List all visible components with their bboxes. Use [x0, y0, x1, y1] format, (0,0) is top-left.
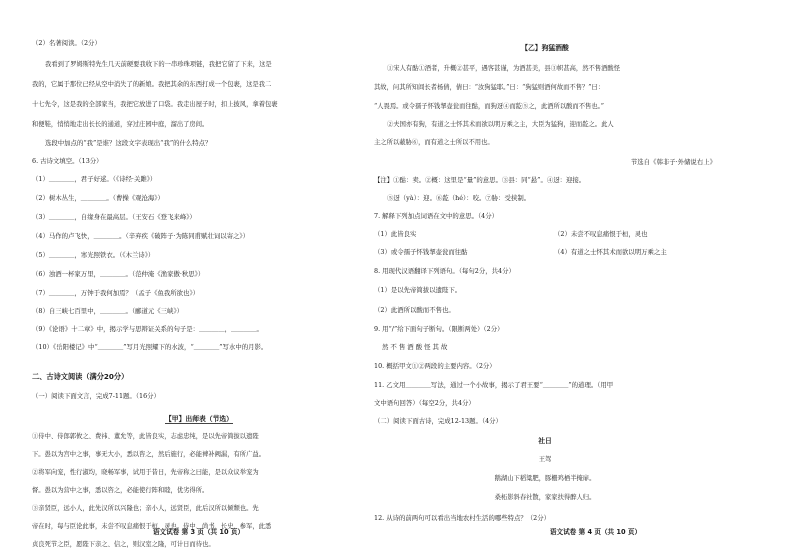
q11-line: 文中语句回答）（每空2分，共4分）	[374, 399, 475, 407]
yi-line: ②夫国亦有狗，有道之士怀其术而欲以明万乘之主，大臣为猛狗，迎而龁之。此人	[387, 121, 614, 128]
q7-title: 7. 解释下列加点词语在文中的意思。（4分）	[374, 212, 499, 220]
q6-item: （5）＿＿＿＿，寒光照铁衣。（《木兰诗》）	[32, 251, 155, 259]
poem-title: 社日	[538, 437, 552, 445]
jia-line: ③亲贤臣，远小人，此先汉所以兴隆也；亲小人，远贤臣，此后汉所以倾颓也。先	[32, 505, 259, 512]
section-2b-subtitle: （二）阅读下面古诗，完成12-13题。（4分）	[374, 417, 502, 425]
page-footer: 语文试卷 第 4 页（共 10 页）	[549, 528, 642, 536]
yi-line: 其故，问其所知闾长者杨倩，倩曰：“汝狗猛耶。”曰：“狗猛则酒何故而不售？”曰：	[374, 84, 605, 91]
q6-item: （1）＿＿＿＿，君子好逑。（《诗经·关雎》）	[32, 175, 157, 183]
q9-sentence: 然 不 售 酒 酸 怪 其 故	[382, 343, 448, 351]
jia-line: 帝在时，每与臣论此事，未尝不叹息痛恨于桓、灵也。侍中、尚书、长史、参军，此悉	[32, 523, 272, 530]
yi-line: “人畏焉。或令孺子怀钱挈壶瓮而往酤，而狗迓④而龁⑤之，此酒所以酸而不售也。”	[374, 103, 604, 110]
q6-item: （9）《论语》十二章》中，揭示学与思辩证关系的句子是：＿＿＿＿，＿＿＿＿。	[32, 325, 263, 333]
yi-line: ①宋人有酤①酒者，升概②甚平，遇客甚谨，为酒甚美，县③帜甚高，然不售酒酸怪	[387, 65, 620, 72]
jia-line: ①侍中、侍郎郭攸之、费祎、董允等，此皆良实，志虑忠纯，是以先帝简拔以遗陛	[32, 433, 259, 440]
note-line: ⑤迓（yà）：迎。⑥龁（hé）：咬。⑦胁：受挟制。	[387, 194, 531, 202]
note-line: 【注】①酤：卖。②概：这里是“量”的意思。③县：同“悬”。④迓：迎接。	[374, 176, 586, 184]
poem-line: 桑柘影斜春社散，家家扶得醉人归。	[494, 494, 596, 501]
q2-question: 选段中加点的“我”是谁？这段文字表现出“我”的什么特点？	[45, 139, 212, 147]
q7-item: （1）此皆良实	[374, 230, 417, 238]
exam-page-4	[374, 0, 794, 560]
q6-item: （6）浊酒一杯家万里，＿＿＿＿。（范仲淹《渔家傲·秋思》）	[32, 270, 205, 278]
q8-item: （1）是以先帝简拔以遗陛下。	[374, 286, 462, 294]
q7-item: （3）或令孺子怀钱挈壶瓮而往酤	[374, 248, 468, 256]
q6-item: （2）树木丛生，＿＿＿＿。（曹操《观沧海》）	[32, 194, 164, 202]
yi-line: 主之所以蔽胁⑥，而有道之士所以不用也。	[374, 139, 494, 146]
poem-line: 鹅湖山下稻粱肥，豚栅鸡栖半掩扉。	[494, 475, 596, 482]
q6-title: 6. 古诗文填空。（13分）	[32, 157, 103, 165]
q7-item: （4）有道之士怀其术而欲以明万乘之主	[554, 248, 667, 256]
section-2-subtitle: （一）阅读下面文言，完成7-11题。（16分）	[32, 392, 160, 400]
q2-passage-line: 和便鞋，悄悄地走出长长的通道，穿过庄园中庭，溜出了房间。	[32, 121, 209, 128]
page-footer: 语文试卷 第 3 页（共 10 页）	[152, 528, 245, 536]
poem-author: 王驾	[538, 456, 552, 463]
q6-item: （8）自三峡七百里中，＿＿＿＿。（郦道元《三峡》）	[32, 307, 184, 315]
q12: 12. 从诗的前两句可以看出当地农村生活的哪些特点？（2分）	[374, 514, 551, 522]
q6-item: （3）＿＿＿＿，自缘身在最高层。（王安石《登飞来峰》）	[32, 213, 196, 221]
q6-item: （4）马作的卢飞快，＿＿＿＿。（辛弃疾《破阵子·为陈同甫赋壮词以寄之》）	[32, 232, 249, 240]
q8-title: 8. 用现代汉语翻译下列语句。（每句2分，共4分）	[374, 267, 515, 275]
jia-line: 下。愚以为宫中之事，事无大小，悉以咨之，然后施行，必能裨补阙漏，有所广益。	[32, 451, 265, 458]
q11-line: 11. 乙文用＿＿＿＿写法，通过一个小故事，揭示了君王要“＿＿＿＿”的道理。（用甲	[374, 381, 614, 389]
passage-jia-title: 【甲】出师表（节选）	[165, 415, 233, 423]
q10-title: 10. 概括甲文①②两段的主要内容。（2分）	[374, 362, 496, 370]
q2-passage-line: 我的，它属于那位已经从空中消失了的新娘。我把其余的东西打成一个包裹，这是我二	[32, 81, 272, 88]
passage-yi-title: 【乙】狗猛酒酸	[521, 44, 569, 52]
jia-line: 贞良死节之臣，愿陛下亲之、信之，则汉室之隆，可计日而待也。	[32, 541, 215, 548]
q8-item: （2）此酒所以酸而不售也。	[374, 306, 455, 314]
q2-passage-line: 十七先令，这是我的全部家当，我把它放进了口袋。我走出屋子时，扣上披风，拿着包裹	[32, 101, 278, 108]
section-2-title: 二、古诗文阅读（满分20分）	[32, 372, 129, 381]
q6-item: （10）《岳阳楼记》中“＿＿＿＿”写月光照耀下的水波，“＿＿＿＿”写水中的月影。	[32, 343, 268, 351]
yi-source: 节选自《韩非子·外储说右上》	[630, 158, 716, 166]
q2-title: （2）名著阅读。（2分）	[32, 39, 101, 47]
q9-title: 9. 用“/”给下面句子断句。（限断两处）（2分）	[374, 325, 504, 333]
jia-line: ②将军向宠，性行淑均，晓畅军事，试用于昔日，先帝称之曰能，是以众议举宠为	[32, 469, 259, 476]
q7-item: （2）未尝不叹息痛恨于桓，灵也	[554, 230, 648, 238]
jia-line: 督。愚以为营中之事，悉以咨之，必能使行阵和睦，优劣得所。	[32, 487, 209, 494]
q6-item: （7）＿＿＿＿，万钟于我何加焉？（孟子《鱼我所欲也》）	[32, 289, 200, 297]
q2-passage-line: 我看到了罗姆斯特先生几天前硬要我收下的一串珍珠项链，我把它留了下来，这是	[45, 61, 272, 68]
